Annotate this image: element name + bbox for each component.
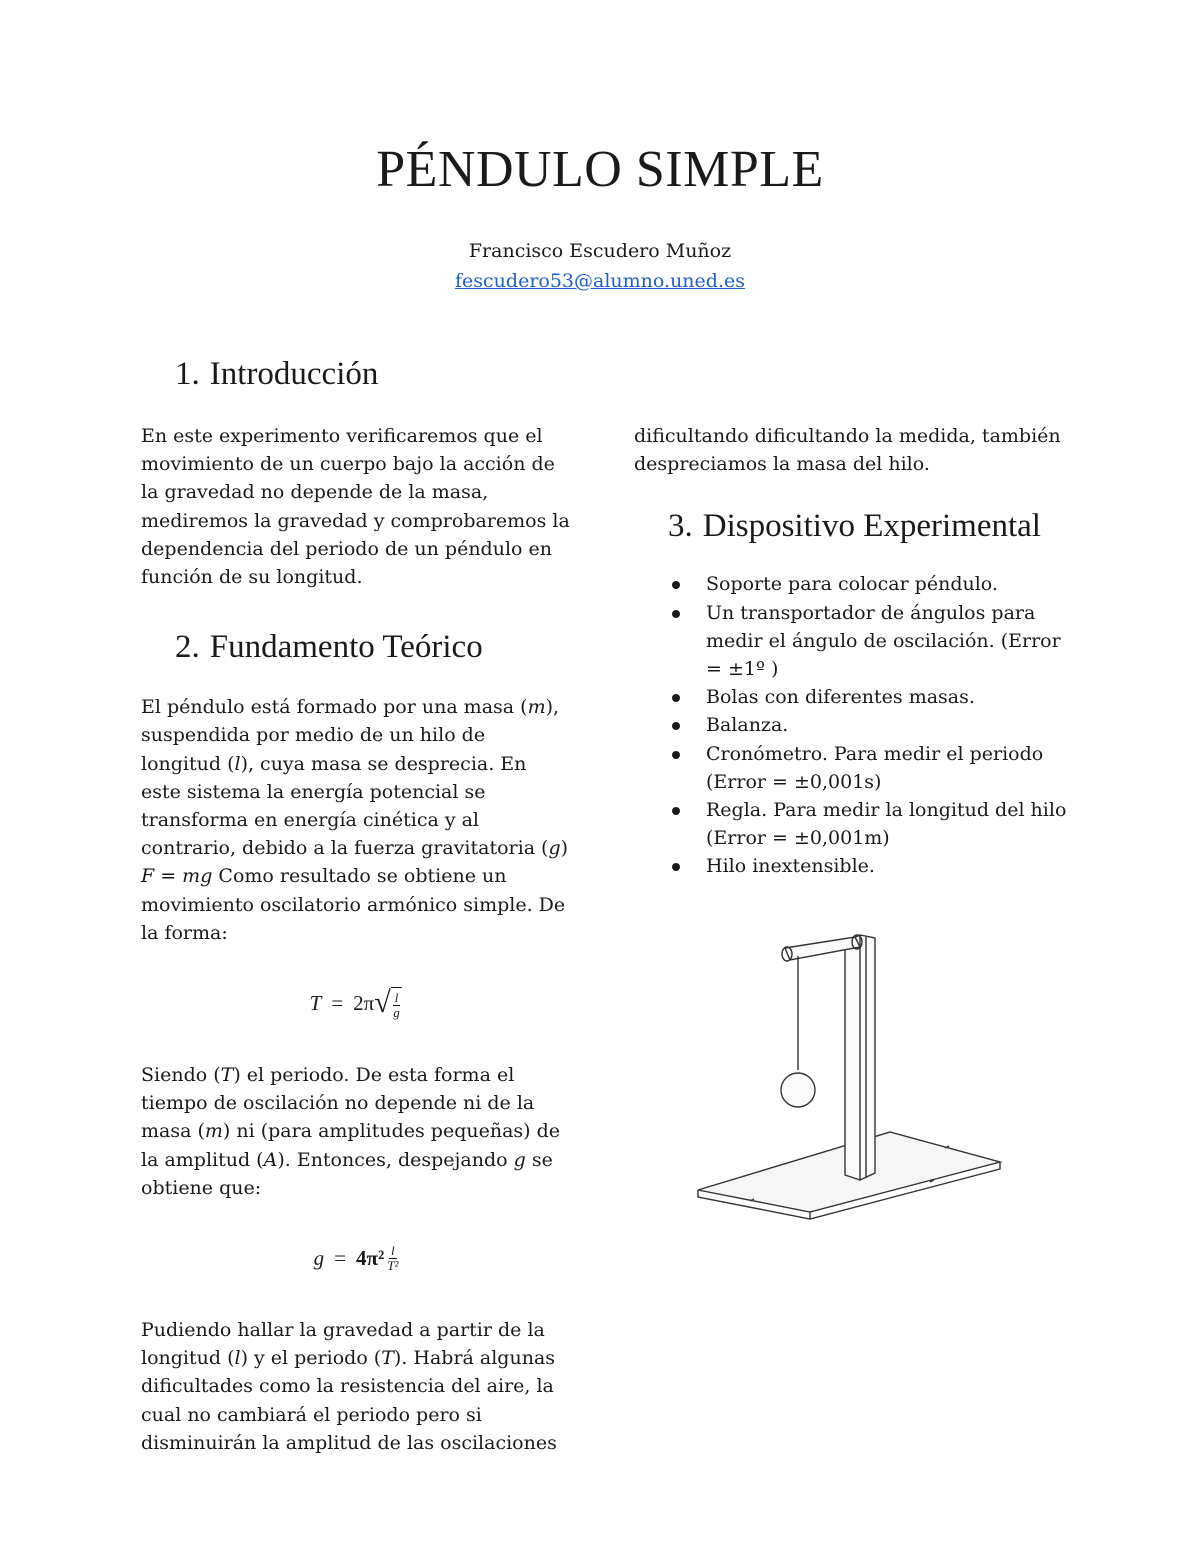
- intro-paragraph: En este experimento verificaremos que el movimiento de un cuerpo bajo la acción de la gravedad no depende de la masa, mediremos la gravedad y comprobaremos la dependencia del periodo de un péndulo en función de su longitud.: [141, 425, 570, 589]
- text-run: Pudiendo hallar la gravedad a partir de la longitud (: [141, 1319, 545, 1370]
- list-item: [634, 570, 1074, 598]
- list-item: [634, 852, 1074, 880]
- section-number: 2.: [175, 629, 200, 666]
- sqrt-sign-icon: √: [374, 986, 391, 1020]
- math-variable: m: [527, 696, 546, 719]
- list-item: [634, 740, 1074, 796]
- bullet-icon: [672, 581, 680, 589]
- bullet-icon: [672, 694, 680, 702]
- section-heading-introduccion: [141, 352, 571, 396]
- section-number: 3.: [668, 508, 693, 545]
- page-title: PÉNDULO SIMPLE: [376, 141, 824, 198]
- math-variable: g: [548, 837, 561, 860]
- text-run: ). Entonces, despejando: [277, 1148, 514, 1171]
- theory-paragraph-2: [141, 1061, 571, 1202]
- text-run: se obtiene que:: [141, 1148, 553, 1199]
- denominator: T²: [387, 1257, 399, 1273]
- equation-period: [141, 967, 571, 1039]
- section-number: 1.: [175, 356, 200, 392]
- pendulum-drawing: [690, 920, 1010, 1220]
- text-run: ) y el periodo (: [240, 1347, 382, 1370]
- theory-paragraph-1: [141, 693, 571, 947]
- math-formula: F = mg: [141, 865, 213, 888]
- text-run: ), cuya masa se desprecia. En este sistema la energía potencial se transforma en energía cinética y al contrario, debido a la fuerza gravitatoria (: [141, 752, 549, 860]
- equation-gravity: [141, 1222, 571, 1294]
- denominator: g: [393, 1005, 400, 1021]
- list-item-text: Cronómetro. Para medir el periodo (Error = ±0,001s): [706, 742, 1044, 793]
- section-heading-dispositivo: [634, 504, 1074, 548]
- math-variable: l: [234, 1347, 241, 1370]
- author-name: Francisco Escudero Muñoz: [468, 240, 732, 262]
- bullet-icon: [672, 722, 680, 730]
- fraction: [393, 991, 401, 1020]
- equipment-list: [634, 570, 1074, 880]
- section-title: Dispositivo Experimental: [702, 508, 1041, 545]
- text-run: El péndulo está formado por una masa (: [141, 696, 528, 719]
- list-item-text: Bolas con diferentes masas.: [706, 686, 975, 709]
- section-title: Introducción: [209, 356, 379, 392]
- text-run: ). Habrá algunas dificultades como la resistencia del aire, la cual no cambiará el periodo pero si disminuirán la amplitud de las oscilaciones: [141, 1347, 557, 1454]
- eq-coefficient: 2π: [353, 990, 375, 1015]
- bullet-icon: [672, 610, 680, 618]
- list-item: [634, 796, 1074, 852]
- section-heading-fundamento: [141, 625, 571, 669]
- list-item-text: Un transportador de ángulos para medir el ángulo de oscilación. (Error = ±1º ): [706, 601, 1061, 681]
- section-title: Fundamento Teórico: [209, 629, 483, 666]
- email-link[interactable]: fescudero53@alumno.uned.es: [455, 270, 745, 292]
- pendulum-apparatus-figure: [690, 920, 1010, 1220]
- math-variable: A: [263, 1148, 278, 1171]
- eq-lhs: T: [309, 990, 322, 1015]
- author-email: [0, 270, 1200, 292]
- list-item-text: Soporte para colocar péndulo.: [706, 573, 998, 596]
- text-run: ) el periodo. De esta forma el tiempo de oscilación no depende ni de la masa (: [141, 1064, 535, 1143]
- text-run: Como resultado se obtiene un movimiento oscilatorio armónico simple. De la forma:: [141, 865, 566, 944]
- theory-continuation: dificultando dificultando la medida, también despreciamos la masa del hilo.: [634, 425, 1061, 476]
- right-column: [634, 422, 1074, 881]
- eq-lhs: g: [313, 1245, 325, 1270]
- list-item: [634, 599, 1074, 684]
- bullet-icon: [672, 807, 680, 815]
- list-item-text: Hilo inextensible.: [706, 855, 875, 878]
- bullet-icon: [672, 863, 680, 871]
- text-run: ), suspendida por medio de un hilo de longitud (: [141, 696, 560, 775]
- math-variable: m: [204, 1120, 223, 1143]
- theory-paragraph-3: [141, 1316, 571, 1457]
- math-variable: g: [513, 1148, 526, 1171]
- fraction: [387, 1244, 398, 1273]
- list-item-text: Balanza.: [706, 714, 789, 737]
- list-item: [634, 711, 1074, 739]
- text-run: ) ni (para amplitudes pequeñas) de la amplitud (: [141, 1120, 561, 1171]
- math-variable: l: [234, 752, 241, 775]
- text-run: Siendo (: [141, 1064, 221, 1087]
- bullet-icon: [672, 751, 680, 759]
- math-variable: T: [220, 1064, 234, 1087]
- left-column: [141, 352, 571, 1457]
- list-item-text: Regla. Para medir la longitud del hilo (Error = ±0,001m): [706, 799, 1067, 850]
- eq-coefficient: 4π²: [355, 1245, 385, 1270]
- sqrt: [374, 986, 402, 1021]
- sqrt-body: [391, 987, 403, 1021]
- numerator: l: [394, 990, 399, 1006]
- text-run: ): [560, 837, 569, 860]
- eq-sign: =: [331, 990, 344, 1015]
- math-variable: T: [381, 1347, 394, 1370]
- list-item: [634, 683, 1074, 711]
- eq-sign: =: [334, 1245, 346, 1270]
- numerator: l: [391, 1242, 395, 1258]
